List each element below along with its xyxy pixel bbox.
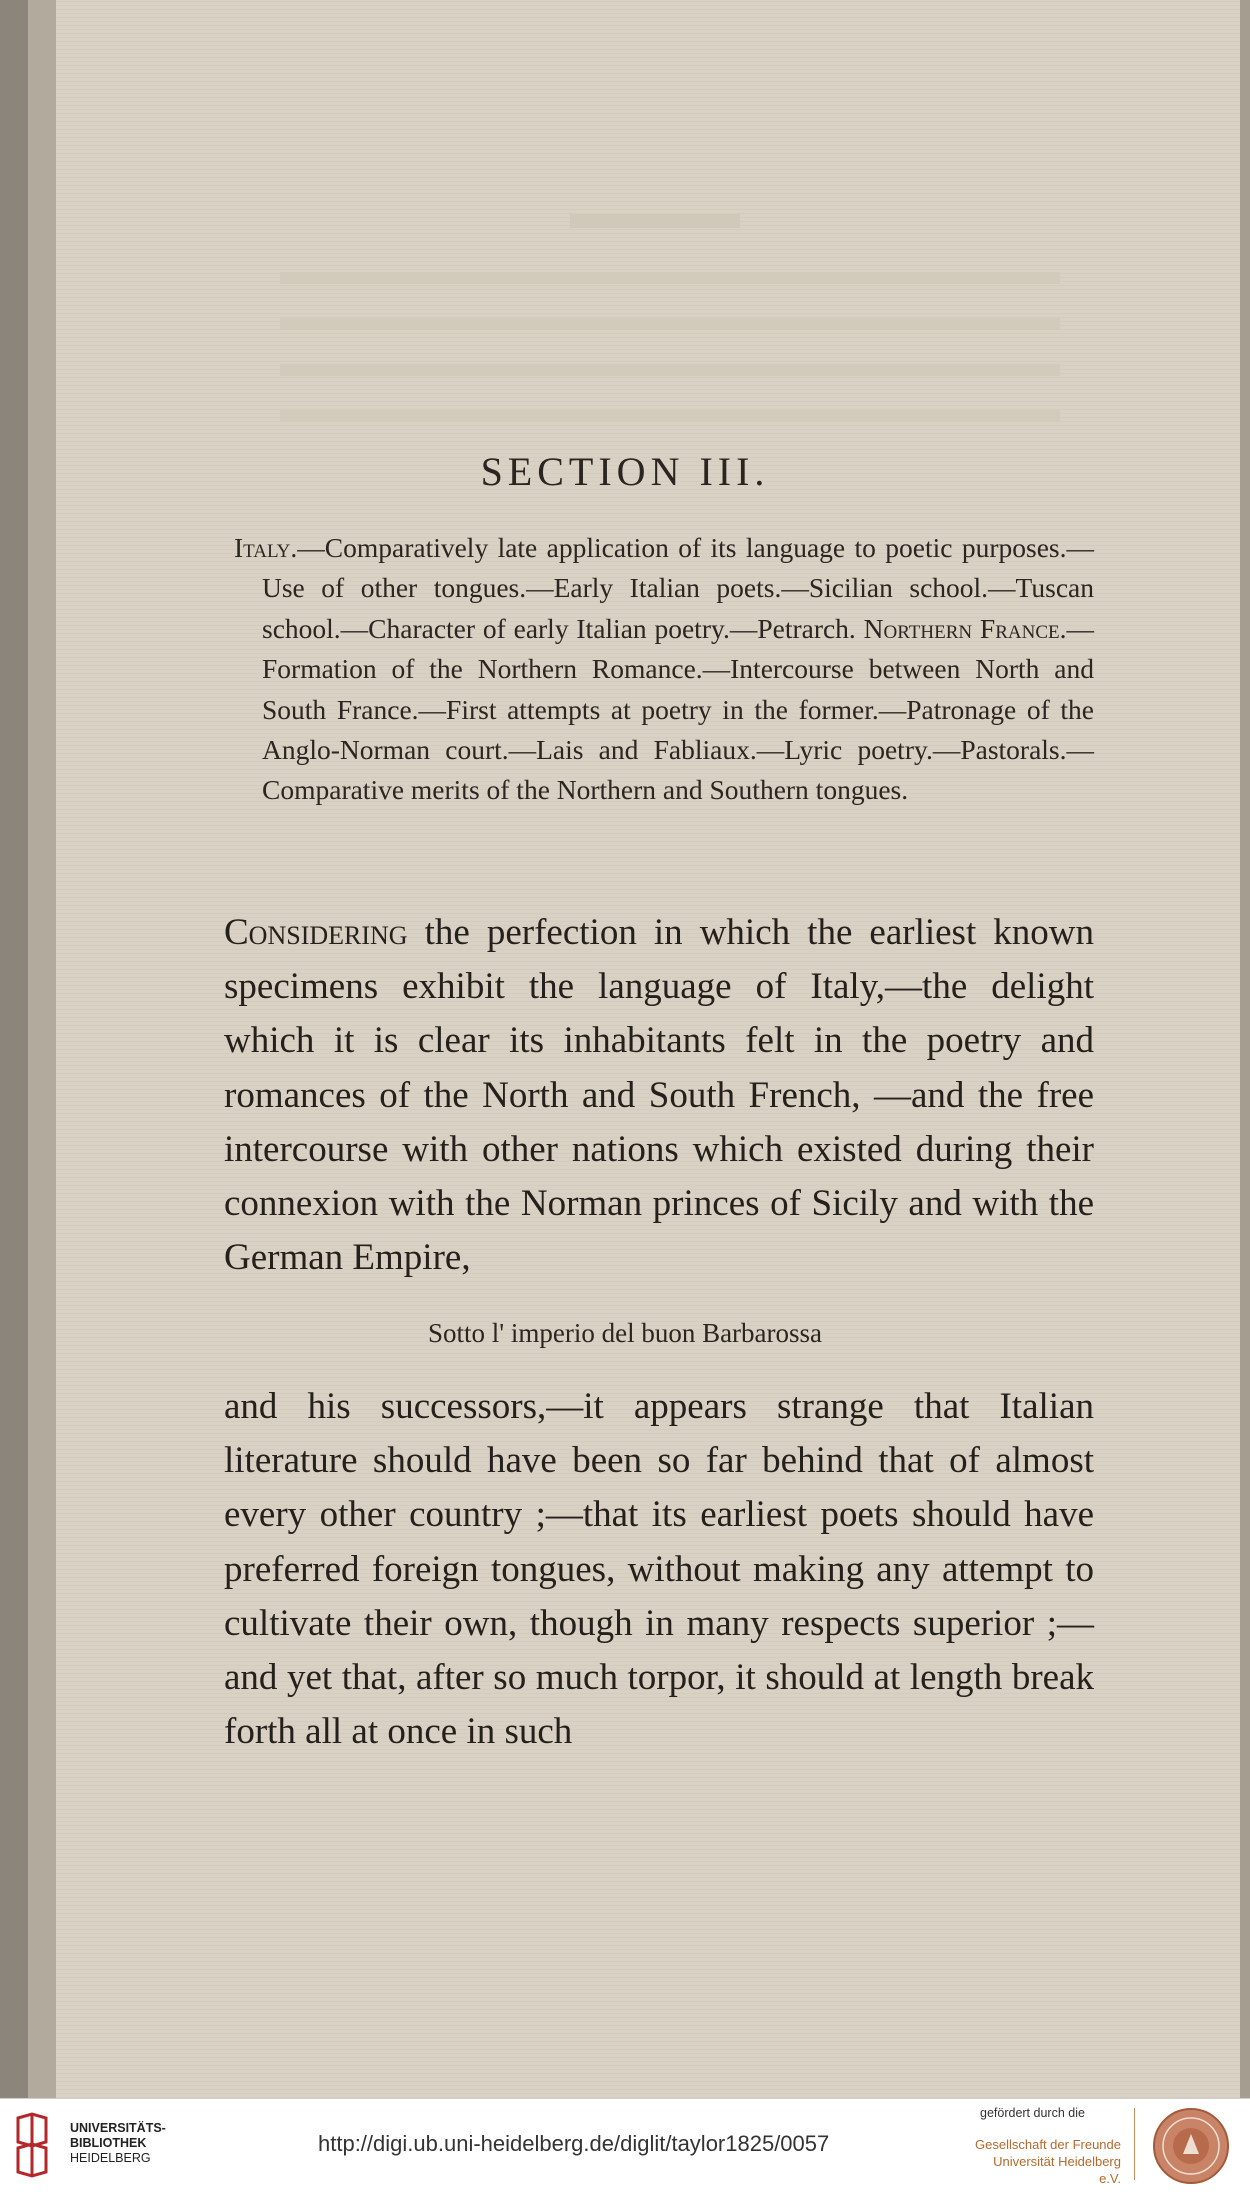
summary-part-1: —Comparatively late application of its language to poetic purposes.—Use of other tongues.—Early Italian poets.—Sicilian school.—Tuscan school.—Character of early Italian poetry.—Petrarch.	[262, 532, 1094, 644]
sponsor-name-line-2: Universität Heidelberg e.V.	[993, 2154, 1121, 2186]
summary-lead-italy: Italy.	[234, 532, 298, 563]
library-name-line-3: HEIDELBERG	[70, 2151, 151, 2165]
university-library-name	[70, 2121, 166, 2166]
sponsor-name-line-1: Gesellschaft der Freunde	[975, 2137, 1121, 2152]
section-title: SECTION III.	[480, 449, 770, 494]
body-paragraph-2: and his successors,—it appears strange that Italian literature should have been so far behind that of almost every other country ;—that its earliest poets should have preferred foreign tongues, without making any attempt to cultivate their own, though in many respects superior ;—and yet that, after so much torpor, it should at length break forth all at once in such	[224, 1386, 1094, 1753]
summary-part-2: —Formation of the Northern Romance.—Intercourse between North and South France.—First attempts at poetry in the former.—Patronage of the Anglo-Norman court.—Lais and Fabliaux.—Lyric poetry.—Pastorals.—Comparative merits of the Northern and Southern tongues.	[262, 612, 1094, 806]
sponsor-name	[975, 2136, 1121, 2187]
paragraph-1-text: the perfection in which the earliest known specimens exhibit the language of Italy,—the delight which it is clear its inhabitants felt in the poetry and romances of the North and South French, —and the free intercourse with other nations which existed during their connexion with the Norman princes of Sicily and with the German Empire,	[224, 912, 1094, 1279]
library-name-line-1: UNIVERSITÄTS-	[70, 2121, 166, 2135]
section-summary	[234, 528, 1094, 811]
footer-divider	[1134, 2108, 1135, 2180]
bleed-through-lines	[240, 210, 1100, 440]
page-left-edge	[28, 0, 56, 2098]
library-name-line-2: BIBLIOTHEK	[70, 2136, 147, 2150]
university-seal-icon	[1151, 2106, 1231, 2186]
page-right-edge	[1240, 0, 1250, 2098]
sponsor-label: gefördert durch die	[980, 2106, 1085, 2120]
summary-lead-northern-france: Northern France.	[863, 612, 1067, 644]
permalink-url[interactable]: http://digi.ub.uni-heidelberg.de/diglit/taylor1825/0057	[318, 2131, 830, 2156]
body-paragraph-1	[224, 906, 1094, 1285]
italian-quotation: Sotto l' imperio del buon Barbarossa	[427, 1318, 823, 1348]
university-library-logo-icon	[12, 2112, 52, 2178]
bleed-through-decoration	[240, 210, 1100, 440]
paragraph-lead-word: Considering	[224, 912, 408, 953]
